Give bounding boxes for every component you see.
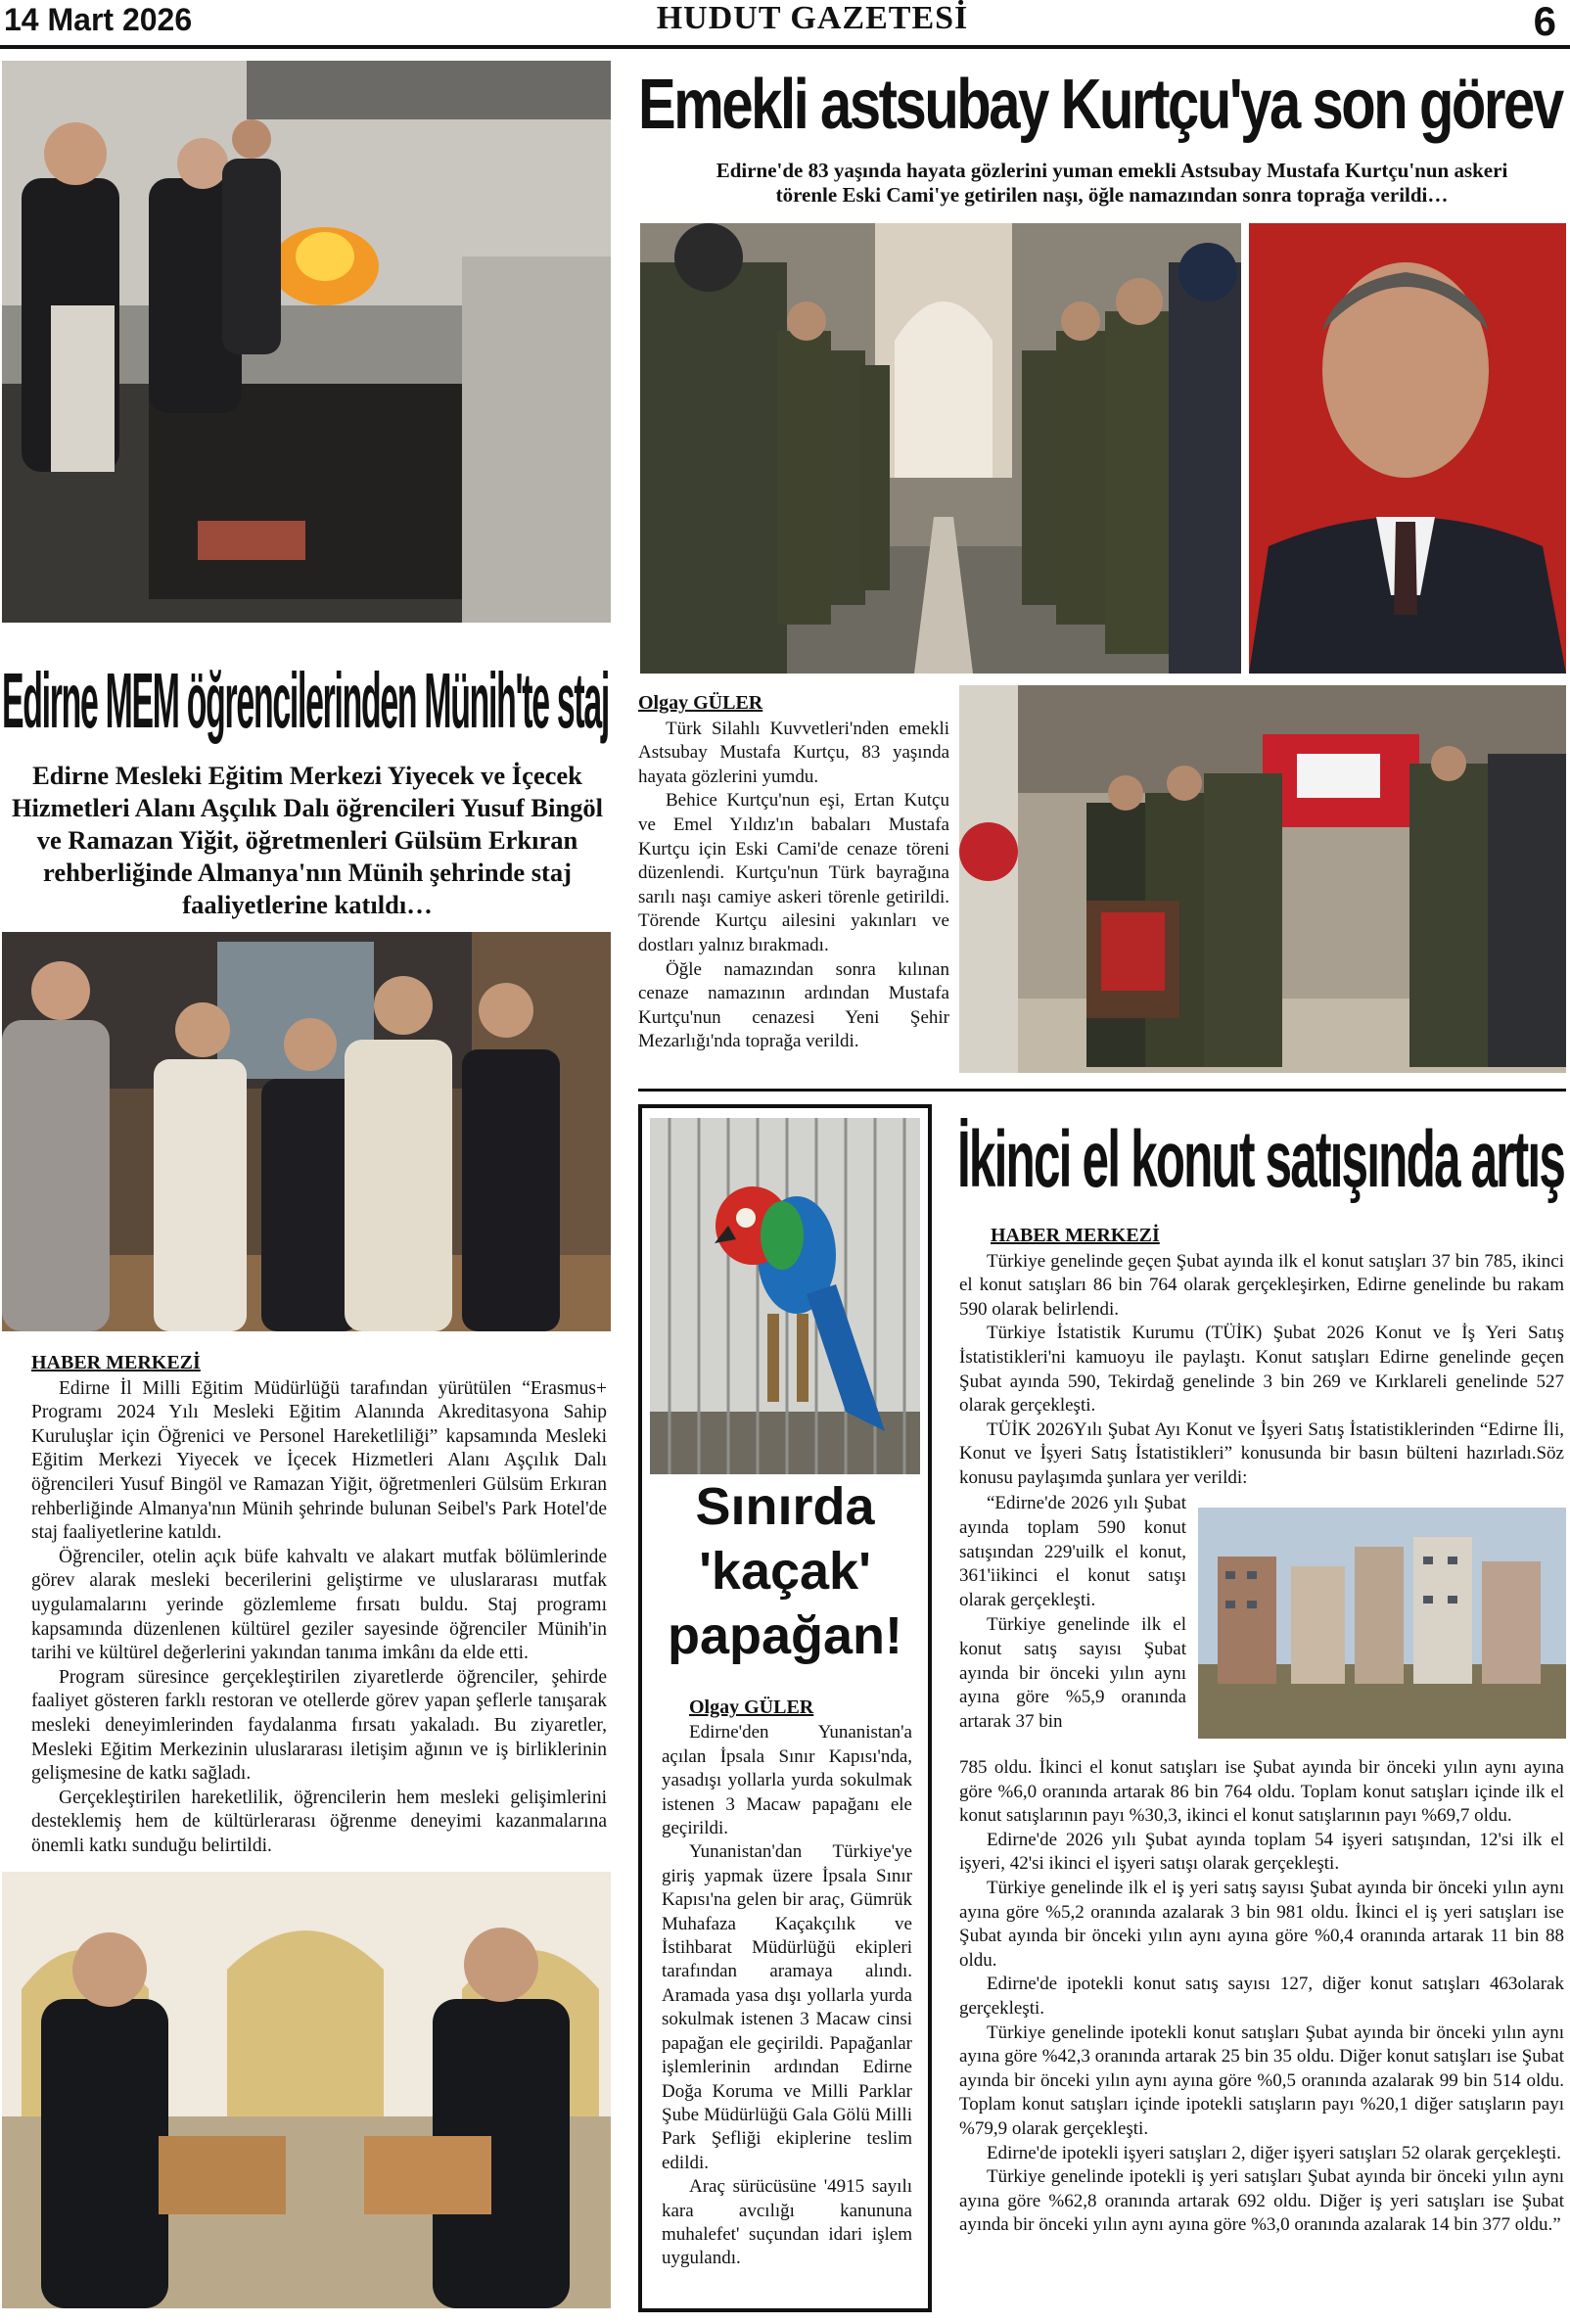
paragraph: “Edirne'de 2026 yılı Şubat ayında toplam 590 konut satışından 229'uilk el konut, 361'iikinci el konut satışı olarak gerçekleşti. — [959, 1493, 1186, 1611]
photo-parrot-cage — [650, 1118, 920, 1474]
paragraph: Türkiye genelinde ilk el iş yeri satış sayısı Şubat ayında bir önceki yılın aynı ayına göre %5,2 oranında azalarak 3 bin 981 oldu. İkinci el iş yeri satışları ise Şubat ayında bir önceki yılın aynı ayına göre %0,4 oranında artarak 11 bin 88 oldu. — [959, 1877, 1564, 1971]
paragraph: Türk Silahlı Kuvvetleri'nden emekli Astsubay Mustafa Kurtçu, 83 yaşında hayata gözlerini yumdu. — [638, 718, 949, 787]
byline-parrot: Olgay GÜLER — [689, 1697, 814, 1718]
deck-munich: Edirne Mesleki Eğitim Merkezi Yiyecek ve İçecek Hizmetleri Alanı Aşçılık Dalı öğrencileri Yusuf Bingöl ve Ramazan Yiğit, öğretmenleri Gülsüm Erkıran rehberliğinde Almanya'nın Münih şehrinde staj faaliyetlerine katıldı… — [11, 761, 604, 919]
paragraph: Araç sürücüsüne '4915 sayılı kara avcılığı kanununa muhalefet' suçundan idari işlem uygulandı. — [662, 2176, 912, 2269]
body-housing-wrap — [959, 1492, 1186, 1735]
paragraph: Edirne İl Milli Eğitim Müdürlüğü tarafından yürütülen “Erasmus+ Programı 2024 Yılı Mesleki Eğitim Alanında Akreditasyona Sahip Kuruluşlar için Öğrenici ve Personel Hareketliliği” kapsamında Mesleki Eğitim Merkezi Yiyecek ve İçecek Hizmetleri Alanı Aşçılık Dalı öğrencileri Yusuf Bingöl ve Ramazan Yiğit, öğretmenleri Gülsüm Erkıran rehberliğinde Almanya'nın Münih şehrinde bulunan Seibel's Park Hotel'de staj faaliyetlerine katıldı. — [31, 1377, 607, 1544]
section-divider — [638, 1089, 1566, 1092]
body-housing-bottom — [959, 1756, 1564, 2238]
paragraph: Öğle namazından sonra kılınan cenaze namazının ardından Mustafa Kurtçu'nun cenazesi Yeni Şehir Mezarlığı'nda toprağa verildi. — [638, 958, 949, 1052]
paragraph: Türkiye genelinde ilk el konut satış sayısı Şubat ayında bir önceki yılın aynı ayına göre %5,9 oranında artarak 37 bin — [959, 1613, 1186, 1733]
deck-funeral: Edirne'de 83 yaşında hayata gözlerini yuman emekli Astsubay Mustafa Kurtçu'nun askeri törenle Eski Cami'ye getirilen naşı, öğle namazından sonra toprağa verildi… — [716, 159, 1508, 207]
paragraph: Türkiye genelinde ipotekli iş yeri satışları Şubat ayında bir önceki yılın aynı ayına göre %62,8 oranında artarak 692 oldu. Diğer iş yeri satışları ise Şubat ayında bir önceki yılın aynı ayına göre %3,0 oranında azalarak 14 bin 377 oldu.” — [959, 2166, 1564, 2236]
paragraph: 785 oldu. İkinci el konut satışları ise Şubat ayında bir önceki yılın aynı ayına göre %6,0 oranında artarak 86 bin 764 oldu. Toplam konut satışları içinde ilk el konut satışlarının payı %30,3, ikinci el konut satışlarının payı %69,7 oldu. — [959, 1757, 1564, 1827]
paragraph: Gerçekleştirilen hareketlilik, öğrencilerin hem mesleki gelişimlerini desteklemiş hem de kültürlerarası öğrenme deneyimi kazanmalarına önemli katkı sunduğu belirtildi. — [31, 1787, 607, 1856]
photo-kitchen — [2, 61, 611, 623]
byline-housing: HABER MERKEZİ — [991, 1225, 1160, 1246]
photo-two-chefs — [2, 1872, 611, 2308]
paragraph: Behice Kurtçu'nun eşi, Ertan Kutçu ve Emel Yıldız'ın babaları Mustafa Kurtçu için Eski Cami'de cenaze töreni düzenlendi. Kurtçu'nun Türk bayrağına sarılı naşı camiye askeri törenle getirildi. Törende Kurtçu ailesini yakınları ve dostları yalnız bırakmadı. — [638, 790, 949, 955]
headline-funeral: Emekli astsubay Kurtçu'ya son görev — [638, 66, 1562, 144]
body-parrot — [662, 1696, 912, 2271]
paragraph: Türkiye İstatistik Kurumu (TÜİK) Şubat 2026 Konut ve İş Yeri Satış İstatistikleri'ni kamuoyu ile paylaştı. Konut satışları Edirne genelinde geçen Şubat ayında 590, Tekirdağ genelinde 3 bin 269 ve Kırklareli genelinde 527 olarak gerçekleşti. — [959, 1323, 1564, 1417]
headline-line: 'kaçak' — [699, 1542, 871, 1601]
paragraph: Program süresince gerçekleştirilen ziyaretlerde öğrenciler, şehirde faaliyet gösteren farklı restoran ve otellerde görev yapan şeflerle tanışarak mesleki deneyimlerinden faydalanma fırsatı yakaladı. Bu ziyaretler, Mesleki Eğitim Merkezinin uluslararası iletişim ağının ve iş birliklerinin gelişmesine de katkı sağladı. — [31, 1666, 607, 1785]
photo-apartment-blocks — [1198, 1508, 1566, 1739]
paragraph: Edirne'de ipotekli konut satış sayısı 127, diğer konut satışları 463olarak gerçekleşti. — [959, 1974, 1564, 2019]
byline-funeral: Olgay GÜLER — [638, 692, 763, 714]
paragraph: Edirne'de 2026 yılı Şubat ayında toplam 54 işyeri satışından, 12'si ilk el işyeri, 42'si ikinci el işyeri satışı olarak gerçekleşti. — [959, 1829, 1564, 1875]
paragraph: TÜİK 2026Yılı Şubat Ayı Konut ve İşyeri Satış İstatistiklerinden “Edirne İli, Konut ve İşyeri Satış İstatistikleri” konusunda bir basın bülteni hazırladı.Söz konusu paylaşımda şunlara yer verildi: — [959, 1418, 1564, 1488]
body-housing-top — [959, 1224, 1564, 1491]
headline-line: papağan! — [667, 1606, 903, 1665]
paragraph: Edirne'den Yunanistan'a açılan İpsala Sınır Kapısı'nda, yasadışı yollarla yurda sokulmak istenen 3 Macaw papağanı ele geçirildi. — [662, 1722, 912, 1839]
photo-coffin-procession — [959, 685, 1566, 1073]
paragraph: Edirne'de ipotekli işyeri satışları 2, diğer işyeri satışları 52 olarak gerçekleşti. — [987, 2142, 1561, 2163]
photo-group-munich — [2, 932, 611, 1331]
photo-honor-guard — [640, 223, 1241, 674]
headline-line: Sınırda — [695, 1477, 875, 1536]
headline-parrot — [646, 1474, 924, 1668]
photo-portrait-kurtcu — [1249, 223, 1566, 674]
newspaper-name: HUDUT GAZETESİ — [656, 0, 969, 36]
paragraph: Yunanistan'dan Türkiye'ye giriş yapmak üzere İpsala Sınır Kapısı'na gelen bir araç, Gümrük Muhafaza Kaçakçılık ve İstihbarat Müdürlüğü ekipleri tarafından aramaya alındı. Aramada yasa dışı yollarla yurda sokulmak istenen 3 Macaw cinsi papağan ele geçirildi. Papağanlar işlemlerinin ardından Edirne Doğa Koruma ve Milli Parklar Şube Müdürlüğü Gala Gölü Milli Park Şefliği ekiplerine teslim edildi. — [662, 1841, 912, 2173]
byline-munich: HABER MERKEZİ — [31, 1352, 201, 1373]
paragraph: Öğrenciler, otelin açık büfe kahvaltı ve alakart mutfak bölümlerinde görev alarak mesleki becerilerini geliştirme ve uluslararası mutfak uygulamalarını yerinde gözlemleme fırsatı buldu. Staj programı kapsamında düzenlenen kültürel geziler sayesinde öğrenciler Münih'in tarihi ve kültürel değerlerini yakından tanıma imkânı da elde etti. — [31, 1546, 607, 1664]
headline-munich: Edirne MEM öğrencilerinden Münih'te staj — [2, 657, 610, 744]
masthead-rule — [0, 45, 1570, 49]
headline-housing: İkinci el konut satışında artış — [957, 1115, 1565, 1204]
body-munich — [31, 1351, 607, 1858]
issue-date: 14 Mart 2026 — [4, 2, 193, 37]
paragraph: Türkiye genelinde ipotekli konut satışları Şubat ayında bir önceki yılın aynı ayına göre %42,3 oranında artarak 25 bin 35 oldu. Diğer konut satışları ise Şubat ayında bir önceki yılın aynı ayına göre %0,5 oranında azalarak 99 bin 514 oldu. Toplam konut satışları içinde ipotekli satışların payı %20,1 diğer satışların payı %79,9 olarak gerçekleşti. — [959, 2022, 1564, 2139]
paragraph: Türkiye genelinde geçen Şubat ayında ilk el konut satışları 37 bin 785, ikinci el konut satışları 86 bin 764 olarak gerçekleşirken, Edirne genelinde bu rakam 590 olarak belirlendi. — [959, 1250, 1564, 1320]
page-number: 6 — [1533, 0, 1556, 44]
body-funeral — [638, 691, 949, 1054]
